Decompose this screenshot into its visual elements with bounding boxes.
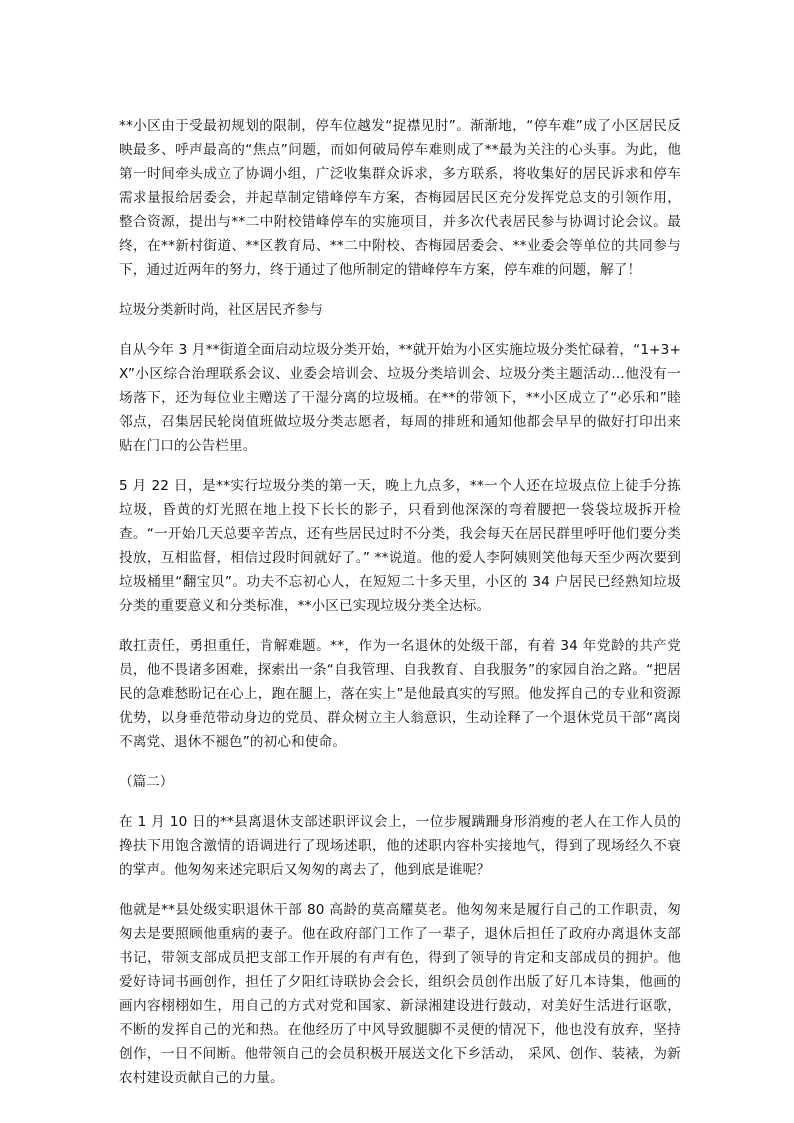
paragraph-responsibility: 敢扛责任，勇担重任，肯解难题。**，作为一名退休的处级干部，有着 34 年党龄的共产党员，他不畏诸多困难，探索出一条“自我管理、自我教育、自我服务”的家园自治之路。“把居民的急难愁盼记在心上，跑在腿上，落在实上”是他最真实的写照。他发挥自己的专业和资源优势，以身垂范带动身边的党员、群众树立主人翁意识，生动诠释了一个退休党员干部“离岗不离党、退休不褪色”的初心和使命。	[119, 638, 681, 750]
paragraph-garbage-sorting-start: 自从今年 3 月**街道全面启动垃圾分类开始，**就开始为小区实施垃圾分类忙碌着，“1+3+X”小区综合治理联系会议、业委会培训会、垃圾分类培训会、垃圾分类主题活动…他没有一场落下，还为每位业主赠送了干湿分离的垃圾桶。在**的带领下，**小区成立了“必乐和”睦邻点，召集居民轮岗值班做垃圾分类志愿者，每周的排班和通知他都会早早的做好打印出来贴在门口的公告栏里。	[119, 342, 681, 454]
paragraph-may-22: 5 月 22 日，是**实行垃圾分类的第一天，晚上九点多，**一个人还在垃圾点位上徒手分拣垃圾，昏黄的灯光照在地上投下长长的影子，只看到他深深的弯着腰把一袋袋垃圾拆开检查。“一开始几天总要辛苦点，还有些居民过时不分类，我会每天在居民群里呼吁他们要分类投放，互相监督，相信过段时间就好了。” **说道。他的爱人李阿姨则笑他每天至少两次要到垃圾桶里“翻宝贝”。功夫不忘初心人，在短短二十多天里，小区的 34 户居民已经熟知垃圾分类的重要意义和分类标准，**小区已实现垃圾分类全达标。	[119, 478, 681, 614]
paragraph-mo-gaoyao: 他就是**县处级实职退休干部 80 高龄的莫高耀莫老。他匆匆来是履行自己的工作职责，匆匆去是要照顾他重病的妻子。他在政府部门工作了一辈子，退休后担任了政府办离退休支部书记，带领支部成员把支部工作开展的有声有色，得到了领导的肯定和支部成员的拥护。他爱好诗词书画创作，担任了夕阳红诗联协会会长，组织会员创作出版了好几本诗集，他画的画内容栩栩如生，用自己的方式对党和国家、新渌湘建设进行鼓动，对美好生活进行讴歌，不断的发挥自己的光和热。在他经历了中风导致腿脚不灵便的情况下，他也没有放弃，坚持创作，一日不间断。他带领自己的会员积极开展送文化下乡活动， 采风、创作、装裱，为新农村建设贡献自己的力量。	[119, 902, 681, 1086]
document-body	[119, 114, 681, 1106]
paragraph-parking: **小区由于受最初规划的限制，停车位越发“捉襟见肘”。渐渐地，“停车难”成了小区居民反映最多、呼声最高的“焦点”问题，而如何破局停车难则成了**最为关注的心头事。为此，他第一时间牵头成立了协调小组，广泛收集群众诉求，多方联系，将收集好的居民诉求和停车需求量报给居委会，并起草制定错峰停车方案，杏梅园居民区充分发挥党总支的引领作用，整合资源，提出与**二中附校错峰停车的实施项目，并多次代表居民参与协调讨论会议。最终，在**新村街道、**区教育局、**二中附校、杏梅园居委会、**业委会等单位的共同参与下，通过近两年的努力，终于通过了他所制定的错峰停车方案，停车难的问题，解了！	[119, 118, 681, 278]
section-heading-garbage-sorting: 垃圾分类新时尚，社区居民齐参与	[119, 302, 323, 318]
section-marker-part-two: （篇二）	[119, 774, 174, 790]
paragraph-report-meeting: 在 1 月 10 日的**县离退休支部述职评议会上，一位步履蹒跚身形消瘦的老人在工作人员的搀扶下用饱含激情的语调进行了现场述职，他的述职内容朴实接地气，得到了现场经久不衰的掌声。他匆匆来述完职后又匆匆的离去了，他到底是谁呢？	[119, 814, 681, 878]
